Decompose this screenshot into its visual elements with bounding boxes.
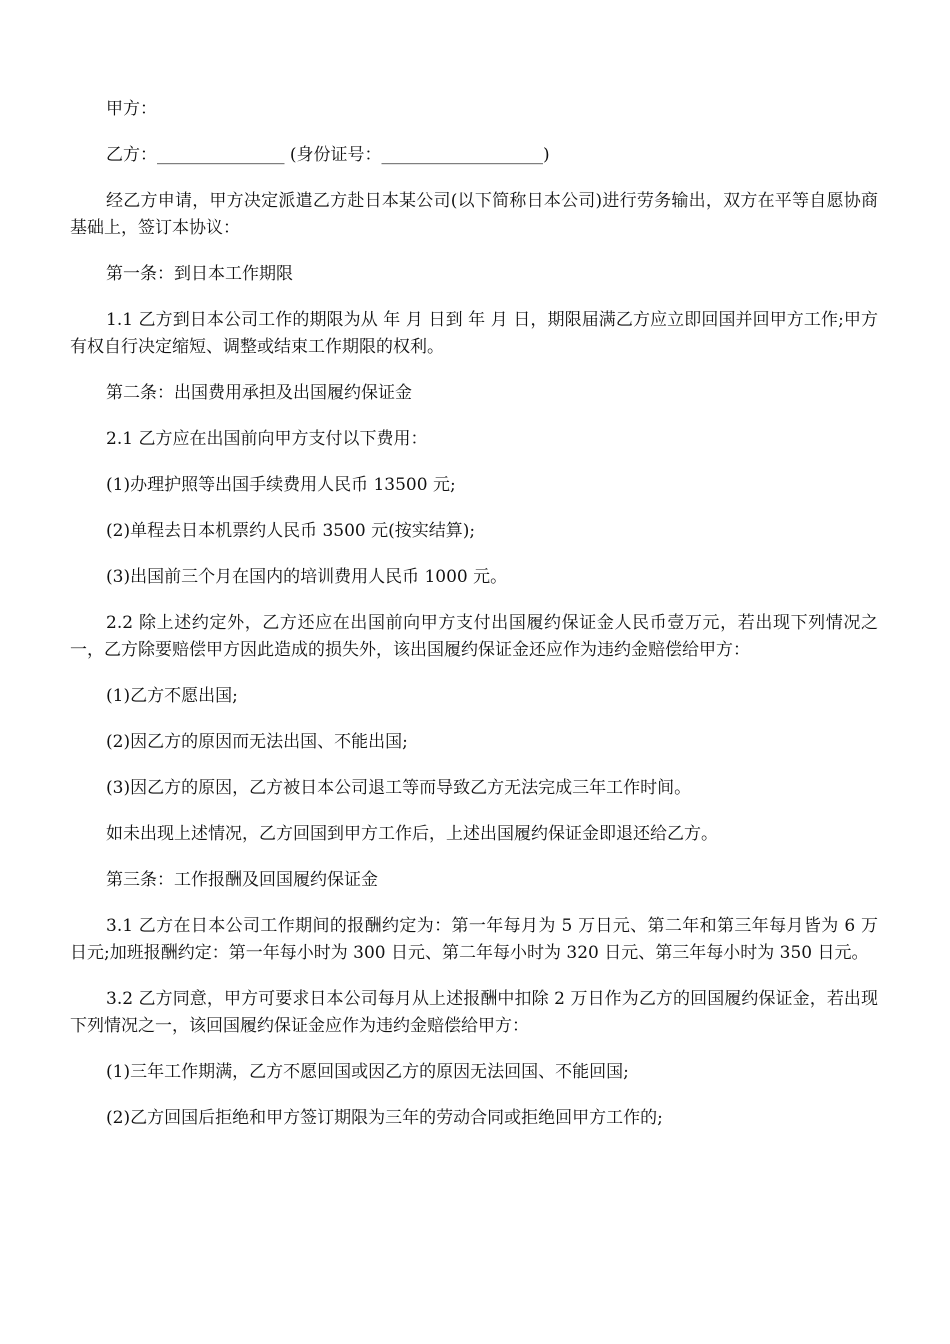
article-3-heading: 第三条：工作报酬及回国履约保证金 [106, 870, 378, 890]
clause-2-2-item-3: (3)因乙方的原因，乙方被日本公司退工等而导致乙方无法完成三年工作时间。 [106, 778, 692, 798]
clause-3-1: 3.1 乙方在日本公司工作期间的报酬约定为：第一年每月为 5 万日元、第二年和第三年每月皆为 6 万日元;加班报酬约定：第一年每小时为 300 日元、第二年每小时为 320 日元、第三年每小时为 350 日元。 [70, 916, 878, 963]
preamble-paragraph: 经乙方申请，甲方决定派遣乙方赴日本某公司(以下简称日本公司)进行劳务输出，双方在平等自愿协商基础上，签订本协议： [70, 191, 878, 238]
article-1-heading: 第一条：到日本工作期限 [106, 264, 293, 284]
clause-2-2-item-2: (2)因乙方的原因而无法出国、不能出国; [106, 732, 408, 752]
clause-2-2-refund: 如未出现上述情况，乙方回国到甲方工作后，上述出国履约保证金即退还给乙方。 [106, 824, 718, 844]
clause-2-1-item-2: (2)单程去日本机票约人民币 3500 元(按实结算); [106, 521, 476, 541]
clause-2-2-item-1: (1)乙方不愿出国; [106, 686, 238, 706]
party-a-line: 甲方： [106, 99, 157, 119]
clause-2-2: 2.2 除上述约定外，乙方还应在出国前向甲方支付出国履约保证金人民币壹万元，若出现下列情况之一，乙方除要赔偿甲方因此造成的损失外，该出国履约保证金还应作为违约金赔偿给甲方： [70, 613, 879, 660]
clause-2-1-item-3: (3)出国前三个月在国内的培训费用人民币 1000 元。 [106, 567, 508, 587]
clause-3-2-item-1: (1)三年工作期满，乙方不愿回国或因乙方的原因无法回国、不能回国; [106, 1062, 629, 1082]
clause-2-1: 2.1 乙方应在出国前向甲方支付以下费用： [106, 429, 428, 449]
clause-3-2: 3.2 乙方同意，甲方可要求日本公司每月从上述报酬中扣除 2 万日作为乙方的回国履约保证金，若出现下列情况之一，该回国履约保证金应作为违约金赔偿给甲方： [70, 989, 878, 1036]
document-page [70, 96, 878, 1151]
article-2-heading: 第二条：出国费用承担及出国履约保证金 [106, 383, 412, 403]
clause-3-2-item-2: (2)乙方回国后拒绝和甲方签订期限为三年的劳动合同或拒绝回甲方工作的; [106, 1108, 663, 1128]
clause-1-1: 1.1 乙方到日本公司工作的期限为从 年 月 日到 年 月 日，期限届满乙方应立即回国并回甲方工作;甲方有权自行决定缩短、调整或结束工作期限的权利。 [70, 310, 878, 357]
party-b-line: 乙方：_______________ (身份证号：___________________) [106, 145, 550, 165]
clause-2-1-item-1: (1)办理护照等出国手续费用人民币 13500 元; [106, 475, 456, 495]
